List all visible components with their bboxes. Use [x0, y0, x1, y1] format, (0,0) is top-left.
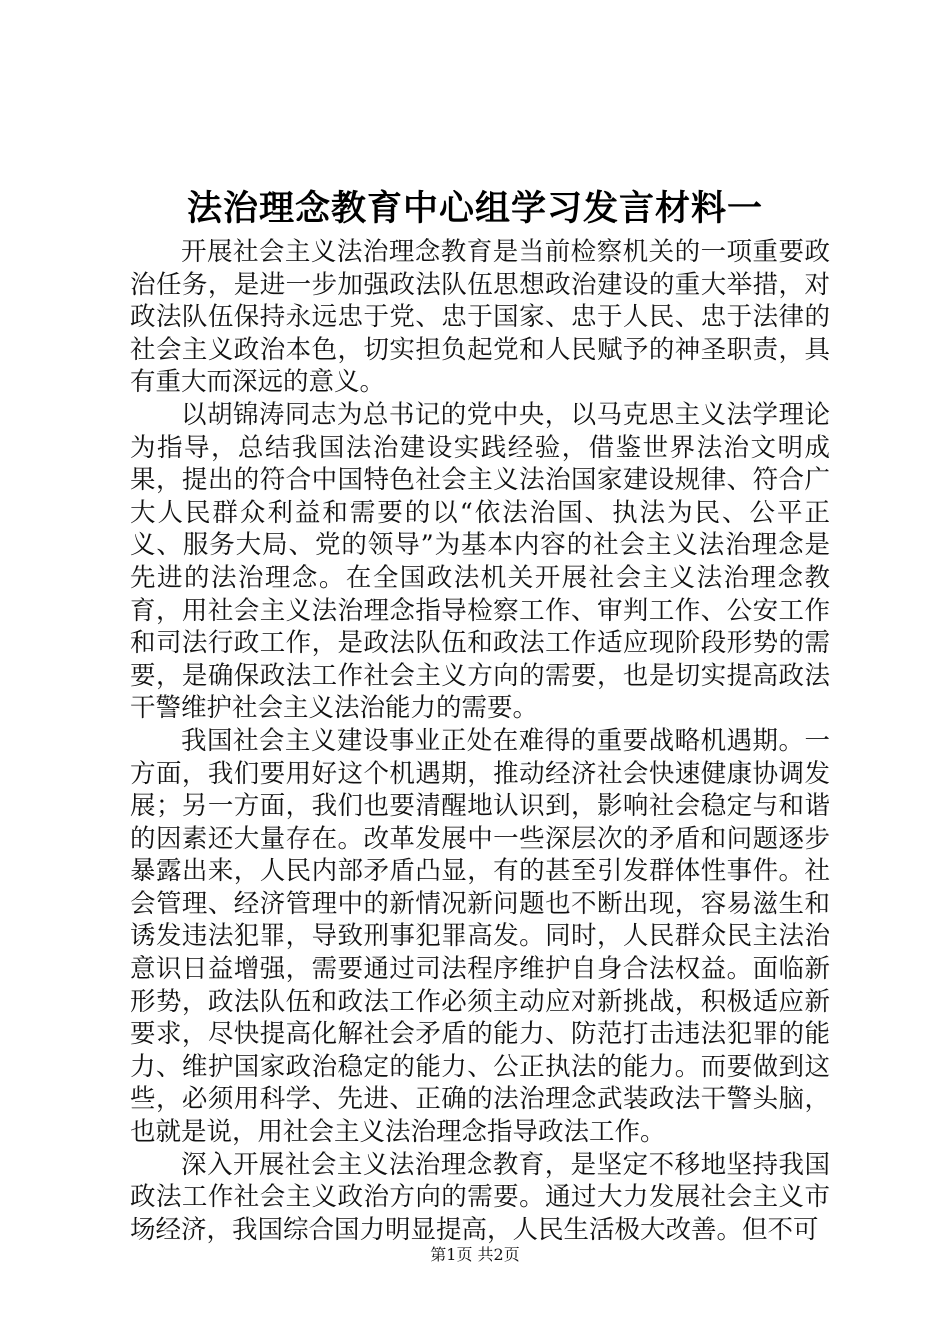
- paragraph-3: 我国社会主义建设事业正处在难得的重要战略机遇期。一方面，我们要用好这个机遇期，推动经济社会快速健康协调发展；另一方面，我们也要清醒地认识到，影响社会稳定与和谐的因素还大量存在。改革发展中一些深层次的矛盾和问题逐步暴露出来，人民内部矛盾凸显，有的甚至引发群体性事件。社会管理、经济管理中的新情况新问题也不断出现，容易滋生和诱发违法犯罪，导致刑事犯罪高发。同时，人民群众民主法治意识日益增强，需要通过司法程序维护自身合法权益。面临新形势，政法队伍和政法工作必须主动应对新挑战，积极适应新要求，尽快提高化解社会矛盾的能力、防范打击违法犯罪的能力、维护国家政治稳定的能力、公正执法的能力。而要做到这些，必须用科学、先进、正确的法治理念武装政法干警头脑，也就是说，用社会主义法治理念指导政法工作。: [130, 725, 830, 1148]
- document-body: [130, 236, 830, 1246]
- paragraph-4: 深入开展社会主义法治理念教育，是坚定不移地坚持我国政法工作社会主义政治方向的需要。通过大力发展社会主义市场经济，我国综合国力明显提高，人民生活极大改善。但不可: [130, 1149, 830, 1245]
- document-title: 法治理念教育中心组学习发言材料一: [186, 188, 763, 229]
- paragraph-1: 开展社会主义法治理念教育是当前检察机关的一项重要政治任务，是进一步加强政法队伍思想政治建设的重大举措，对政法队伍保持永远忠于党、忠于国家、忠于人民、忠于法律的社会主义政治本色，切实担负起党和人民赋予的神圣职责，具有重大而深远的意义。: [130, 237, 830, 398]
- paragraph-2: 以胡锦涛同志为总书记的党中央，以马克思主义法学理论为指导，总结我国法治建设实践经验，借鉴世界法治文明成果，提出的符合中国特色社会主义法治国家建设规律、符合广大人民群众利益和需要的以“依法治国、执法为民、公平正义、服务大局、党的领导”为基本内容的社会主义法治理念是先进的法治理念。在全国政法机关开展社会主义法治理念教育，用社会主义法治理念指导检察工作、审判工作、公安工作和司法行政工作，是政法队伍和政法工作适应现阶段形势的需要，是确保政法工作社会主义方向的需要，也是切实提高政法干警维护社会主义法治能力的需要。: [130, 399, 830, 724]
- page-number-footer: 第1页 共2页: [430, 1245, 520, 1264]
